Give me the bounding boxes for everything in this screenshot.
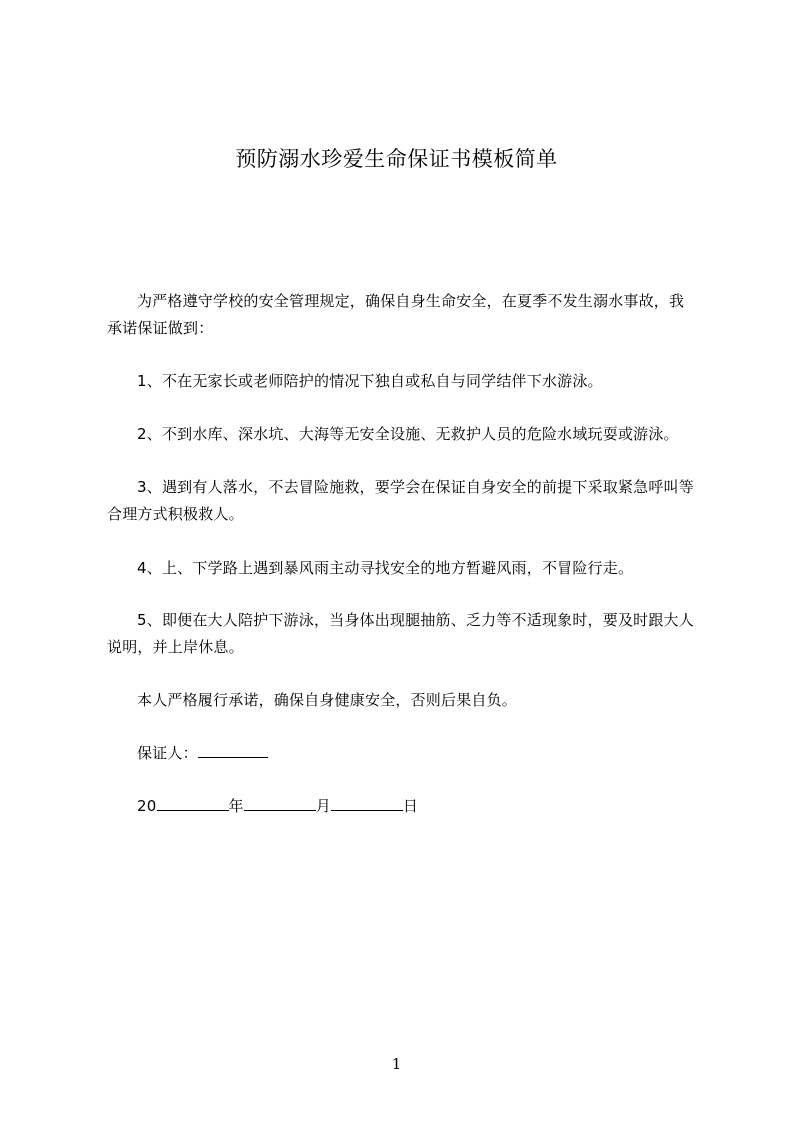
month-blank	[244, 795, 316, 811]
commitment-paragraph: 本人严格履行承诺，确保自身健康安全，否则后果自负。	[137, 691, 518, 709]
signature-blank	[198, 742, 268, 758]
pledge-item-4: 4、上、下学路上遇到暴风雨主动寻找安全的地方暂避风雨，不冒险行走。	[137, 559, 634, 577]
day-label: 日	[402, 797, 419, 815]
intro-paragraph: 为严格遵守学校的安全管理规定，确保自身生命安全，在夏季不发生溺水事故，我承诺保证做到：	[107, 292, 685, 337]
pledge-item-1: 1、不在无家长或老师陪护的情况下独自或私自与同学结伴下水游泳。	[137, 372, 603, 390]
day-blank	[331, 795, 403, 811]
pledge-item-2: 2、不到水库、深水坑、大海等无安全设施、无救护人员的危险水域玩耍或游泳。	[137, 425, 679, 443]
month-label: 月	[315, 797, 331, 815]
signature-line	[107, 740, 697, 767]
date-line	[107, 793, 697, 820]
date-prefix: 20	[137, 797, 157, 815]
pledge-item-3: 3、遇到有人落水，不去冒险施救，要学会在保证自身安全的前提下采取紧急呼叫等合理方式积极救人。	[107, 478, 694, 523]
year-label: 年	[228, 797, 244, 815]
document-title: 预防溺水珍爱生命保证书模板简单	[235, 147, 558, 171]
signature-label: 保证人：	[137, 744, 198, 762]
pledge-item-5: 5、即便在大人陪护下游泳，当身体出现腿抽筋、乏力等不适现象时，要及时跟大人说明，并上岸休息。	[107, 611, 694, 656]
page-number: 1	[391, 1055, 402, 1073]
year-blank	[157, 795, 229, 811]
